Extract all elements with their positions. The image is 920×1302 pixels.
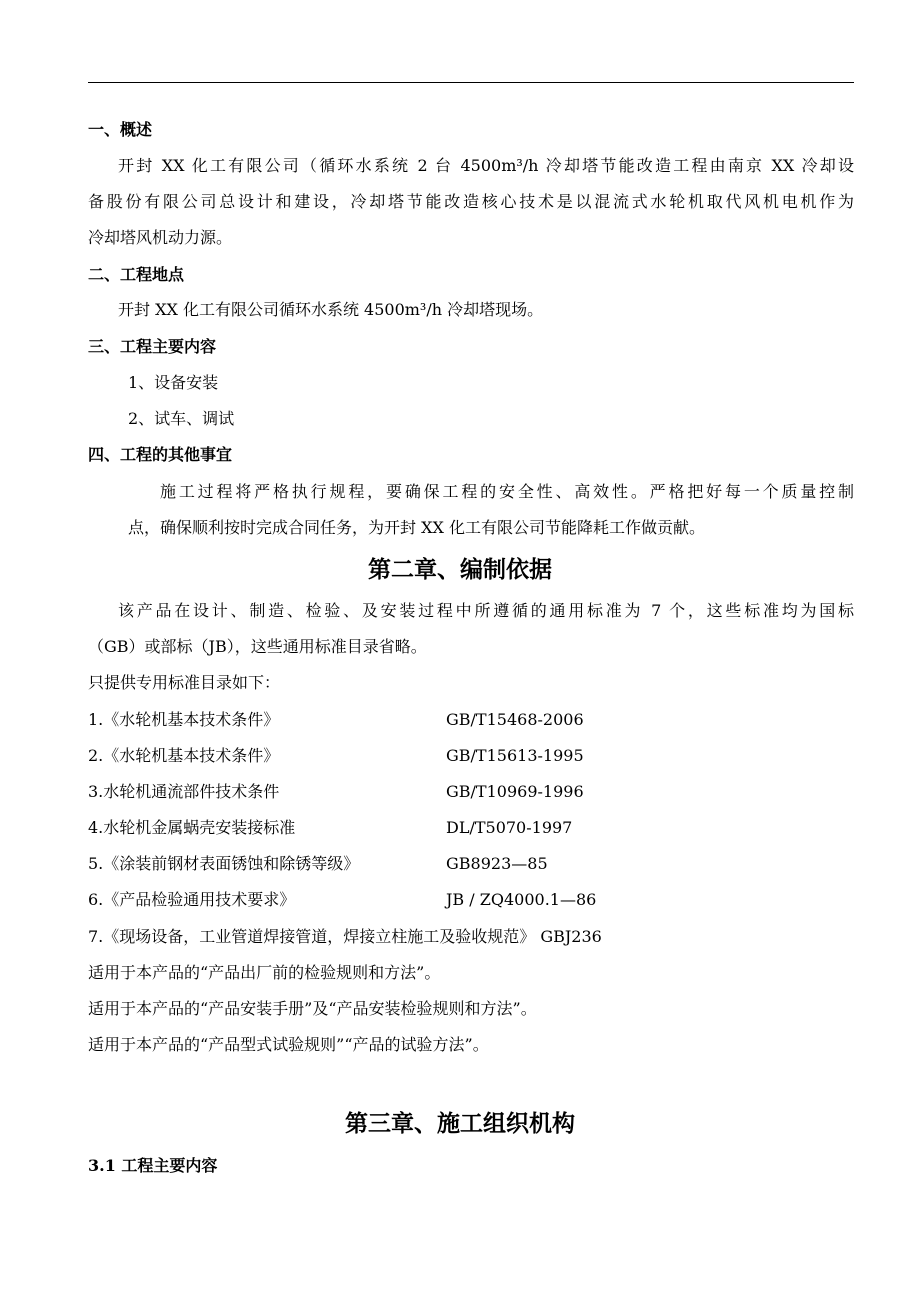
applicability-note-2: 适用于本产品的“产品安装手册”及“产品安装检验规则和方法”。 (88, 999, 537, 1018)
list-item-install: 1、设备安装 (128, 373, 219, 392)
standard-name: 4.水轮机金属蜗壳安装接标准 (88, 818, 296, 837)
standard-row-7: 7.《现场设备，工业管道焊接管道，焊接立柱施工及验收规范》 GBJ236 (88, 927, 602, 946)
standard-name: 3.水轮机通流部件技术条件 (88, 782, 280, 801)
section-heading-location: 二、工程地点 (88, 265, 185, 284)
standard-name: 2.《水轮机基本技术条件》 (88, 746, 280, 765)
standard-code: DL/T5070-1997 (446, 818, 573, 837)
chapter3-subheading: 3.1 工程主要内容 (88, 1156, 218, 1175)
paragraph-location: 开封 XX 化工有限公司循环水系统 4500m³/h 冷却塔现场。 (118, 300, 544, 319)
header-rule (88, 82, 854, 83)
paragraph-other-line1: 施工过程将严格执行规程，要确保工程的安全性、高效性。严格把好每一个质量控制 (160, 482, 854, 501)
section-heading-overview: 一、概述 (88, 120, 153, 139)
paragraph-overview-line3: 冷却塔风机动力源。 (88, 228, 233, 247)
applicability-note-1: 适用于本产品的“产品出厂前的检验规则和方法”。 (88, 963, 441, 982)
standard-code: GB/T10969-1996 (446, 782, 584, 801)
applicability-note-3: 适用于本产品的“产品型式试验规则”“产品的试验方法”。 (88, 1035, 489, 1054)
chapter3-title: 第三章、施工组织机构 (345, 1110, 575, 1137)
paragraph-other-line2: 点，确保顺利按时完成合同任务，为开封 XX 化工有限公司节能降耗工作做贡献。 (128, 518, 705, 537)
section-heading-content: 三、工程主要内容 (88, 337, 217, 356)
chapter2-paragraph-line1: 该产品在设计、制造、检验、及安装过程中所遵循的通用标准为 7 个，这些标准均为国标 (118, 601, 854, 620)
chapter2-paragraph-line2: （GB）或部标（JB），这些通用标准目录省略。 (88, 637, 427, 656)
chapter2-title: 第二章、编制依据 (368, 556, 552, 583)
standard-name: 5.《涂装前钢材表面锈蚀和除锈等级》 (88, 854, 360, 873)
chapter2-paragraph-line3: 只提供专用标准目录如下： (88, 673, 281, 692)
standard-code: JB / ZQ4000.1—86 (446, 890, 597, 909)
standard-code: GB/T15613-1995 (446, 746, 584, 765)
standard-code: GB/T15468-2006 (446, 710, 584, 729)
list-item-commissioning: 2、试车、调试 (128, 409, 235, 428)
standard-code: GB8923—85 (446, 854, 548, 873)
section-heading-other: 四、工程的其他事宜 (88, 445, 233, 464)
standard-name: 6.《产品检验通用技术要求》 (88, 890, 296, 909)
paragraph-overview-line1: 开封 XX 化工有限公司（循环水系统 2 台 4500m³/h 冷却塔节能改造工程由南京 XX 冷却设 (118, 156, 854, 175)
paragraph-overview-line2: 备股份有限公司总设计和建设，冷却塔节能改造核心技术是以混流式水轮机取代风机电机作为 (88, 192, 854, 211)
standard-name: 1.《水轮机基本技术条件》 (88, 710, 280, 729)
